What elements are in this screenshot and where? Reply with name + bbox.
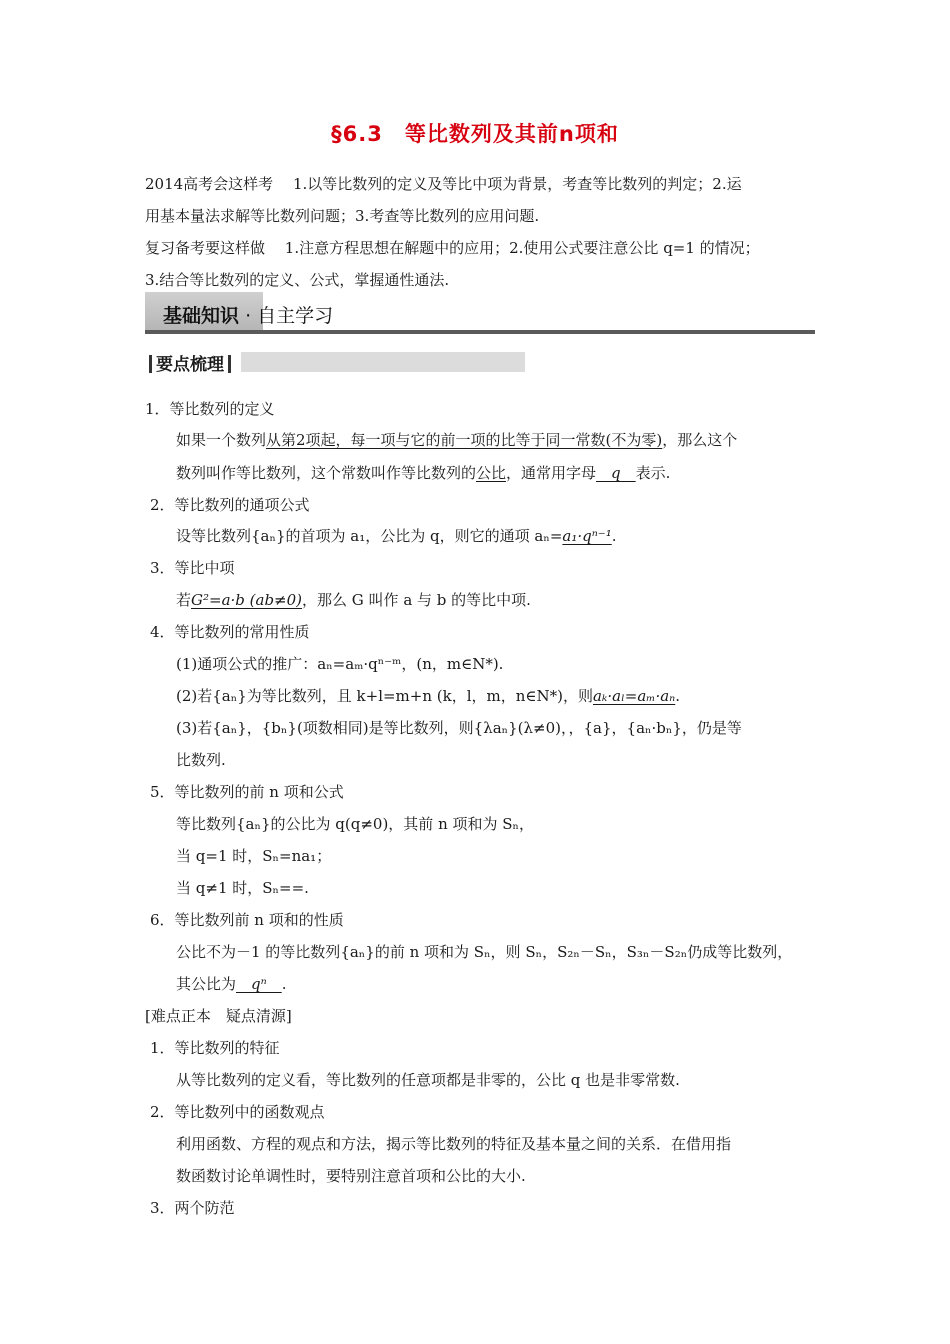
banner-bold: 基础知识	[163, 305, 240, 327]
s3-title: 3．等比中项	[150, 559, 235, 577]
subsection-text: 要点梳理	[156, 355, 224, 375]
banner-dot: ·	[245, 305, 252, 327]
banner-rule	[145, 330, 815, 334]
d2-line-1: 利用函数、方程的观点和方法，揭示等比数列的特征及基本量之间的关系．在借用指	[176, 1135, 732, 1153]
banner-rest: 自主学习	[257, 305, 334, 327]
subsection-label	[145, 350, 239, 375]
s6-l2-end: .	[281, 975, 287, 993]
s3-line-1	[176, 589, 531, 610]
s2-l1-underlined: a₁·qⁿ⁻¹	[562, 527, 612, 545]
s1-title: 1．等比数列的定义	[145, 400, 275, 418]
banner-title	[163, 301, 333, 328]
s6-l2-a: 其公比为	[176, 975, 237, 993]
d2-title: 2．等比数列中的函数观点	[150, 1103, 325, 1121]
s1-l2-a: 数列叫作等比数列，这个常数叫作等比数列的	[176, 464, 477, 482]
s1-line-2	[176, 462, 670, 483]
s1-l2-underlined: 公比	[476, 464, 507, 482]
s5-line-1: 等比数列{aₙ}的公比为 q(q≠0)，其前 n 项和为 Sₙ，	[176, 815, 535, 833]
s3-l1-a: 若	[176, 591, 192, 609]
review-line-2: 3.结合等比数列的定义、公式，掌握通性通法.	[145, 271, 450, 289]
d1-line-1: 从等比数列的定义看，等比数列的任意项都是非零的，公比 q 也是非零常数.	[176, 1071, 680, 1089]
page-title: §6.3 等比数列及其前n项和	[331, 122, 619, 146]
section-banner	[145, 292, 815, 336]
s1-l1-a: 如果一个数列	[176, 431, 267, 449]
s3-l1-underlined: G²=a·b (ab≠0)	[191, 591, 303, 609]
s4-l2-underlined: aₖ·aₗ=aₘ·aₙ	[592, 687, 676, 705]
s1-l2-c: 表示.	[635, 464, 671, 482]
review-text-1: 1.注意方程思想在解题中的应用；2.使用公式要注意公比 q=1 的情况；	[284, 239, 760, 257]
s5-line-2: 当 q=1 时，Sₙ=na₁；	[176, 847, 332, 865]
s2-title: 2．等比数列的通项公式	[150, 496, 310, 514]
review-line-1	[145, 237, 760, 258]
s2-l1-text: 设等比数列{aₙ}的首项为 a₁，公比为 q，则它的通项 aₙ=	[176, 527, 563, 545]
exam-text-1: 1.以等比数列的定义及等比中项为背景，考查等比数列的判定；2.运	[292, 175, 742, 193]
s1-l2-q: q	[596, 464, 636, 482]
s2-line-1	[176, 525, 617, 546]
subsection-header	[145, 350, 525, 374]
s6-line-2	[176, 973, 286, 994]
s4-l2-end: .	[675, 687, 681, 705]
review-label: 复习备考要这样做	[145, 239, 266, 257]
s5-line-3: 当 q≠1 时，Sₙ==.	[176, 879, 309, 897]
s3-l1-b: ，那么 G 叫作 a 与 b 的等比中项.	[302, 591, 531, 609]
s1-line-1	[176, 429, 737, 450]
s1-l2-b: ，通常用字母	[506, 464, 597, 482]
s4-title: 4．等比数列的常用性质	[150, 623, 310, 641]
s1-l1-underlined: 从第2项起，每一项与它的前一项的比等于同一常数(不为零)	[266, 431, 663, 449]
difficulty-header: [难点正本 疑点清源]	[145, 1007, 292, 1025]
exam-line-1	[145, 173, 742, 194]
exam-label: 2014高考会这样考	[145, 175, 274, 193]
mark-right	[228, 355, 231, 373]
s4-line-1: (1)通项公式的推广：aₙ=aₘ·qⁿ⁻ᵐ，(n，m∈N*).	[176, 655, 504, 673]
s6-title: 6．等比数列前 n 项和的性质	[150, 911, 344, 929]
d3-title: 3．两个防范	[150, 1199, 235, 1217]
s4-line-4: 比数列.	[176, 751, 226, 769]
mark-left	[149, 355, 152, 373]
d1-title: 1．等比数列的特征	[150, 1039, 280, 1057]
s4-l2-a: (2)若{aₙ}为等比数列，且 k+l=m+n (k，l，m，n∈N*)，则	[176, 687, 593, 705]
s1-l1-b: ，那么这个	[662, 431, 738, 449]
exam-line-2: 用基本量法求解等比数列问题；3.考查等比数列的应用问题.	[145, 207, 540, 225]
s4-line-3: (3)若{aₙ}，{bₙ}(项数相同)是等比数列，则{λaₙ}(λ≠0)，，{a}，{aₙ·bₙ}，仍是等	[176, 719, 742, 737]
s6-l2-underlined: qⁿ	[236, 975, 282, 993]
s2-l1-end: .	[611, 527, 617, 545]
s4-line-2	[176, 685, 680, 706]
s6-line-1: 公比不为－1 的等比数列{aₙ}的前 n 项和为 Sₙ，则 Sₙ，S₂ₙ－Sₙ，S₃ₙ－S₂ₙ仍成等比数列，	[176, 943, 793, 961]
s5-title: 5．等比数列的前 n 项和公式	[150, 783, 344, 801]
subsection-bar	[241, 352, 525, 372]
d2-line-2: 数函数讨论单调性时，要特别注意首项和公比的大小.	[176, 1167, 526, 1185]
